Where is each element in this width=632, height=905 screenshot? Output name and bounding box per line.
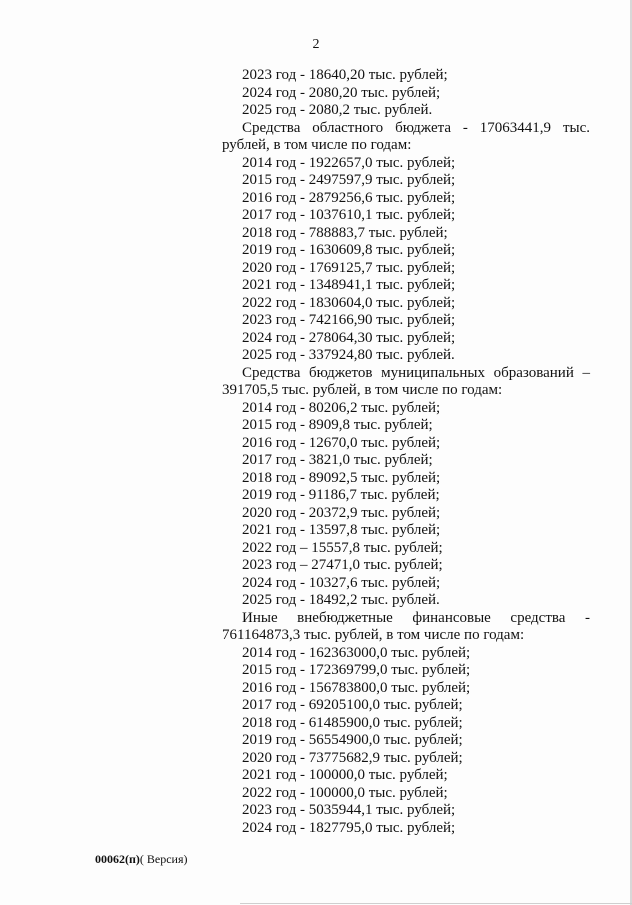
oblast-heading-line1: Средства областного бюджета - 17063441,9 тыс.: [242, 119, 590, 136]
municipal-heading-line1: Средства бюджетов муниципальных образований –: [242, 364, 590, 381]
year-line: 2014 год - 1922657,0 тыс. рублей;: [242, 154, 456, 171]
year-line: 2020 год - 73775682,9 тыс. рублей;: [242, 749, 463, 766]
budget-text: [222, 67, 590, 837]
scan-bottom-edge: [240, 903, 632, 904]
year-line: 2025 год - 337924,80 тыс. рублей.: [242, 347, 455, 363]
extra-budget-heading: [222, 610, 590, 645]
year-line: 2019 год - 56554900,0 тыс. рублей;: [242, 732, 463, 748]
year-line: 2018 год - 788883,7 тыс. рублей;: [242, 224, 448, 241]
year-line: 2022 год – 15557,8 тыс. рублей;: [242, 539, 443, 556]
year-line: 2025 год - 18492,2 тыс. рублей.: [242, 592, 440, 608]
document-code: 00062(п): [95, 852, 140, 866]
year-line: 2015 год - 8909,8 тыс. рублей;: [242, 417, 433, 433]
municipal-heading-line2: 391705,5 тыс. рублей, в том числе по годам:: [222, 382, 503, 398]
year-line: 2016 год - 2879256,6 тыс. рублей;: [242, 189, 456, 206]
document-version: ( Версия): [139, 852, 188, 866]
year-line: 2023 год – 27471,0 тыс. рублей;: [242, 557, 443, 573]
year-line: 2015 год - 2497597,9 тыс. рублей;: [242, 172, 456, 188]
year-line: 2022 год - 1830604,0 тыс. рублей;: [242, 294, 456, 311]
year-line: 2024 год - 2080,20 тыс. рублей;: [242, 84, 441, 101]
municipal-budget-heading: [222, 365, 590, 400]
year-line: 2025 год - 2080,2 тыс. рублей.: [242, 102, 433, 118]
oblast-heading-line2: рублей, в том числе по годам:: [222, 137, 412, 153]
year-line: 2020 год - 20372,9 тыс. рублей;: [242, 504, 441, 521]
page-number: 2: [312, 37, 320, 52]
year-line: 2024 год - 278064,30 тыс. рублей;: [242, 329, 456, 346]
year-line: 2023 год - 5035944,1 тыс. рублей;: [242, 802, 456, 818]
year-line: 2021 год - 13597,8 тыс. рублей;: [242, 522, 441, 538]
year-line: 2019 год - 91186,7 тыс. рублей;: [242, 487, 440, 503]
year-line: 2021 год - 1348941,1 тыс. рублей;: [242, 277, 456, 293]
extra-year-list: [222, 645, 590, 838]
extra-heading-line2: 761164873,3 тыс. рублей, в том числе по годам:: [222, 627, 525, 643]
year-line: 2017 год - 1037610,1 тыс. рублей;: [242, 207, 456, 223]
year-line: 2019 год - 1630609,8 тыс. рублей;: [242, 242, 456, 258]
year-line: 2018 год - 61485900,0 тыс. рублей;: [242, 714, 463, 731]
oblast-budget-heading: [222, 120, 590, 155]
year-line: 2014 год - 162363000,0 тыс. рублей;: [242, 644, 471, 661]
year-line: 2018 год - 89092,5 тыс. рублей;: [242, 469, 441, 486]
year-line: 2023 год - 18640,20 тыс. рублей;: [242, 67, 448, 83]
year-line: 2015 год - 172369799,0 тыс. рублей;: [242, 662, 471, 678]
extra-heading-line1: Иные внебюджетные финансовые средства -: [242, 609, 590, 626]
year-line: 2017 год - 69205100,0 тыс. рублей;: [242, 697, 463, 713]
oblast-year-list: [222, 155, 590, 365]
year-line: 2016 год - 156783800,0 тыс. рублей;: [242, 679, 471, 696]
year-line: 2024 год - 1827795,0 тыс. рублей;: [242, 819, 456, 836]
year-line: 2024 год - 10327,6 тыс. рублей;: [242, 574, 441, 591]
year-line: 2016 год - 12670,0 тыс. рублей;: [242, 434, 441, 451]
year-line: 2022 год - 100000,0 тыс. рублей;: [242, 784, 448, 801]
year-line: 2017 год - 3821,0 тыс. рублей;: [242, 452, 433, 468]
municipal-year-list: [222, 400, 590, 610]
year-line: 2021 год - 100000,0 тыс. рублей;: [242, 767, 448, 783]
year-line: 2020 год - 1769125,7 тыс. рублей;: [242, 259, 456, 276]
document-footer: [95, 852, 188, 867]
year-line: 2023 год - 742166,90 тыс. рублей;: [242, 312, 456, 328]
top-year-list: [222, 67, 590, 120]
year-line: 2014 год - 80206,2 тыс. рублей;: [242, 399, 441, 416]
